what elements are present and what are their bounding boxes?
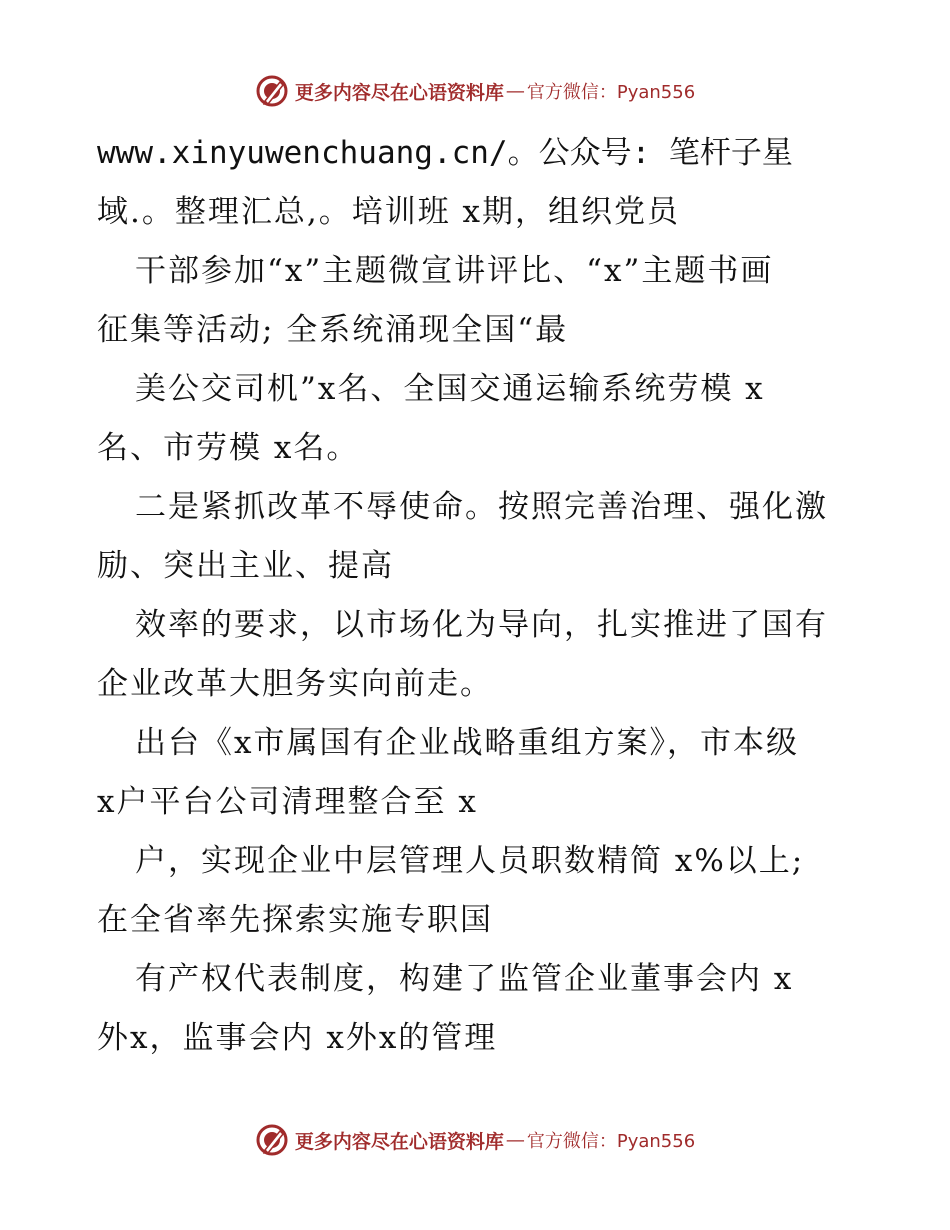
footer-watermark [0,1120,950,1160]
document-body [97,124,877,1068]
body-line: 域.。整理汇总,。培训班 x期，组织党员 [97,194,681,230]
watermark-brand: 更多内容尽在心语资料库 [294,81,504,104]
pen-logo-icon [255,74,289,108]
body-line: www.xinyuwenchuang.cn/。公众号: 笔杆子星 [97,135,793,171]
body-line: 效率的要求，以市场化为导向，扎实推进了国有 [135,607,828,643]
body-line: 出台《x市属国有企业战略重组方案》，市本级 [135,725,799,761]
body-line: 外x，监事会内 x外x的管理 [97,1020,498,1056]
watermark-brand: 更多内容尽在心语资料库 [294,1130,504,1153]
body-line: 有产权代表制度，构建了监管企业董事会内 x [135,961,794,997]
watermark-dash: — [505,1129,525,1151]
body-line: x户平台公司清理整合至 x [97,784,478,820]
body-line: 户，实现企业中层管理人员职数精简 x%以上; [135,843,805,879]
body-line: 征集等活动; 全系统涌现全国“最 [97,312,569,348]
watermark-official: 官方微信：Pyan556 [526,1131,696,1152]
pen-logo-icon [255,1123,289,1157]
watermark-official: 官方微信：Pyan556 [526,82,696,103]
body-line: 在全省率先探索实施专职国 [97,902,493,938]
body-line: 企业改革大胆务实向前走。 [97,666,493,702]
body-line: 名、市劳模 x名。 [97,430,360,466]
header-watermark [0,71,950,111]
body-line: 美公交司机”x名、全国交通运输系统劳模 x [135,371,765,407]
watermark-dash: — [505,80,525,102]
body-line: 励、突出主业、提高 [97,548,394,584]
body-line: 干部参加“x”主题微宣讲评比、“x”主题书画 [135,253,774,289]
body-line: 二是紧抓改革不辱使命。按照完善治理、强化激 [135,489,828,525]
